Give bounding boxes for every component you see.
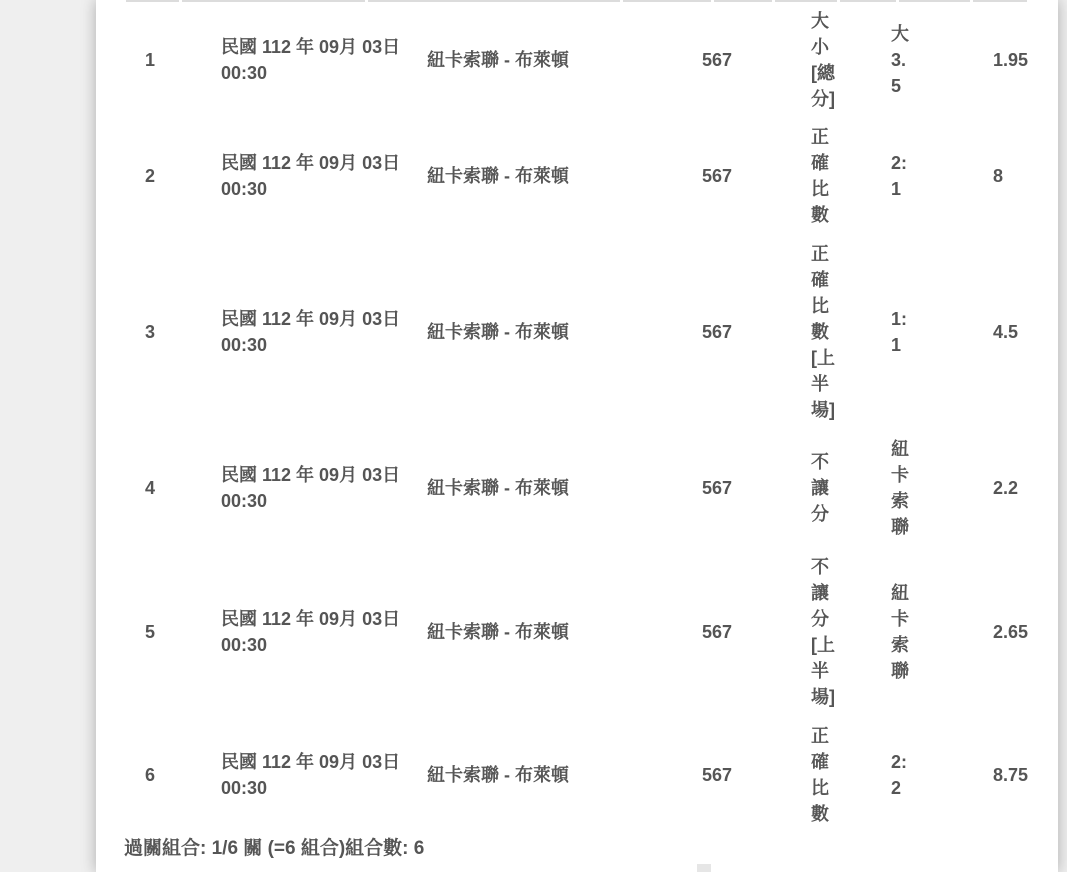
bet-match: 紐卡索聯 - 布萊頓 xyxy=(427,166,569,186)
bet-pick: 紐卡索聯 xyxy=(891,583,909,681)
bet-match: 紐卡索聯 - 布萊頓 xyxy=(427,622,569,642)
bet-number: 1 xyxy=(145,50,156,70)
bet-code: 567 xyxy=(702,166,733,186)
bet-type: 大小[總分] xyxy=(811,11,835,109)
bet-pick: 2:1 xyxy=(891,153,908,199)
bet-match: 紐卡索聯 - 布萊頓 xyxy=(427,50,569,70)
bet-odds: 2.65 xyxy=(993,622,1029,642)
bet-type: 不讓分 xyxy=(811,452,829,524)
bet-date: 民國 112 年 09月 03日 00:30 xyxy=(221,37,401,83)
bets-table xyxy=(125,2,1067,833)
bet-number: 6 xyxy=(145,765,156,785)
bet-pick: 1:1 xyxy=(891,308,908,355)
bet-match: 紐卡索聯 - 布萊頓 xyxy=(427,321,569,342)
bet-date: 民國 112 年 09月 03日 00:30 xyxy=(221,465,401,511)
bet-code: 567 xyxy=(702,50,733,70)
bet-odds: 2.2 xyxy=(993,478,1019,498)
bet-match: 紐卡索聯 - 布萊頓 xyxy=(427,478,569,498)
bet-date: 民國 112 年 09月 03日 00:30 xyxy=(221,752,401,798)
bet-code: 567 xyxy=(702,321,733,342)
table-row xyxy=(125,234,1067,429)
bet-code: 567 xyxy=(702,765,733,785)
scroll-indicator xyxy=(697,864,711,872)
bet-code: 567 xyxy=(702,478,733,498)
bet-pick: 大 3.5 xyxy=(891,24,909,96)
bet-date: 民國 112 年 09月 03日 00:30 xyxy=(221,609,401,655)
bet-number: 2 xyxy=(145,166,156,186)
table-row xyxy=(125,2,1067,118)
table-row xyxy=(125,118,1067,234)
table-row xyxy=(125,717,1067,833)
table-row xyxy=(125,429,1067,547)
parlay-summary: 過關組合: 1/6 關 (=6 組合)組合數: 6 xyxy=(124,838,425,859)
bet-type: 正確比數 xyxy=(811,127,829,225)
bet-odds: 1.95 xyxy=(993,50,1029,70)
bet-type: 不讓分[上半場] xyxy=(811,557,835,707)
bet-number: 3 xyxy=(145,321,156,342)
bet-odds: 4.5 xyxy=(993,321,1019,342)
bet-code: 567 xyxy=(702,622,733,642)
bet-date: 民國 112 年 09月 03日 00:30 xyxy=(221,308,401,355)
bet-type: 正確比數[上半場] xyxy=(811,243,835,420)
bet-pick: 2:2 xyxy=(891,752,908,798)
bet-odds: 8.75 xyxy=(993,765,1029,785)
bet-type: 正確比數 xyxy=(811,726,829,824)
bet-pick: 紐卡索聯 xyxy=(891,439,909,537)
bet-date: 民國 112 年 09月 03日 00:30 xyxy=(221,153,401,199)
bet-match: 紐卡索聯 - 布萊頓 xyxy=(427,765,569,785)
bet-odds: 8 xyxy=(993,166,1004,186)
bet-number: 4 xyxy=(145,478,156,498)
bet-slip-card xyxy=(96,0,1058,872)
table-row xyxy=(125,547,1067,717)
bet-number: 5 xyxy=(145,622,156,642)
